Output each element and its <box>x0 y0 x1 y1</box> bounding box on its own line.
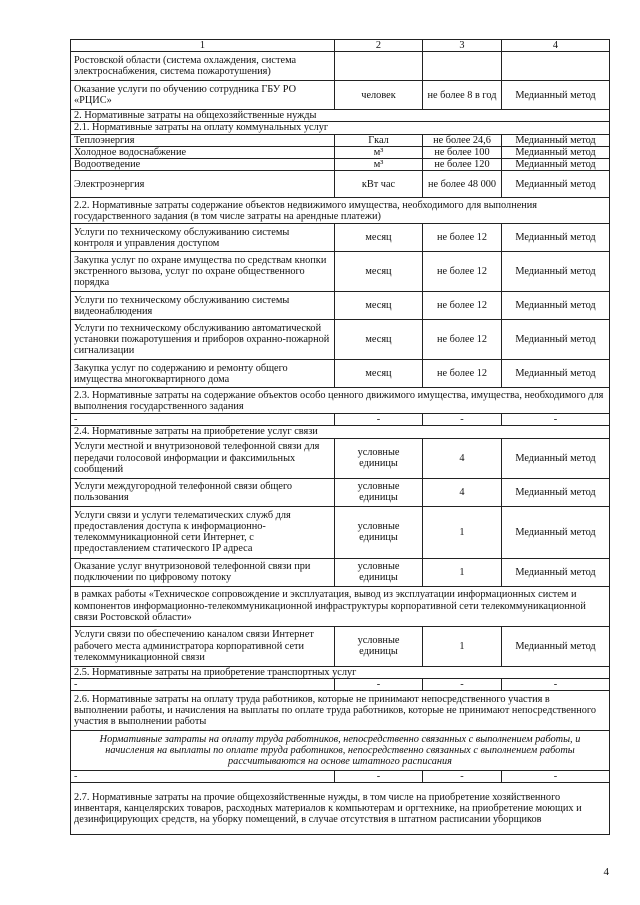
row-value <box>423 52 502 81</box>
section-row <box>71 731 610 771</box>
row-method <box>502 52 610 81</box>
row-value: 1 <box>423 626 502 666</box>
row-name: - <box>71 771 335 783</box>
row-method: Медианный метод <box>502 626 610 666</box>
row-value: не более 12 <box>423 360 502 388</box>
header-col-4: 4 <box>502 40 610 52</box>
row-unit: - <box>335 678 423 690</box>
row-value: не более 120 <box>423 159 502 171</box>
table-row <box>71 360 610 388</box>
header-col-2: 2 <box>335 40 423 52</box>
table-row <box>71 320 610 360</box>
table-row <box>71 478 610 506</box>
row-unit: месяц <box>335 292 423 320</box>
row-method: - <box>502 414 610 426</box>
row-name: Ростовской области (система охлаждения, система электроснабжения, система пожаротушения) <box>71 52 335 81</box>
table-row <box>71 146 610 158</box>
row-method: Медианный метод <box>502 506 610 558</box>
table-row <box>71 438 610 478</box>
document-page <box>70 39 609 835</box>
section-2-6-heading: 2.6. Нормативные затраты на оплату труда работников, которые не принимают непосредственного участия в выполнении работы, и начисления на выплаты по оплате труда работников, которые не принимают непосредственного участия в выполнении работы <box>71 691 610 731</box>
row-unit: условные единицы <box>335 506 423 558</box>
section-row <box>71 388 610 414</box>
section-2-2-heading: 2.2. Нормативные затраты содержание объектов недвижимого имущества, необходимого для выполнения государственного задания (в том числе затраты на арендные платежи) <box>71 198 610 224</box>
row-value: 4 <box>423 478 502 506</box>
row-value: - <box>423 678 502 690</box>
row-method: Медианный метод <box>502 171 610 198</box>
row-value: не более 12 <box>423 224 502 252</box>
table-row <box>71 159 610 171</box>
row-value: 1 <box>423 558 502 586</box>
row-method: Медианный метод <box>502 558 610 586</box>
row-name: Услуги по техническому обслуживанию автоматической установки пожаротушения и приборов охранно-пожарной сигнализации <box>71 320 335 360</box>
row-name: Услуги связи по обеспечению каналом связи Интернет рабочего места администратора корпоративной сети телекоммуникационной связи <box>71 626 335 666</box>
row-value: не более 100 <box>423 146 502 158</box>
row-method: Медианный метод <box>502 478 610 506</box>
work-frame-note: в рамках работы «Техническое сопровождение и эксплуатация, вывод из эксплуатации информационных систем и компонентов информационно-телекоммуникационной инфраструктуры корпоративной сети телекоммуникационной связи Ростовской области» <box>71 586 610 626</box>
section-row <box>71 666 610 678</box>
table-row <box>71 626 610 666</box>
page-number: 4 <box>603 866 609 878</box>
header-col-1: 1 <box>71 40 335 52</box>
row-name: Услуги по техническому обслуживанию системы контроля и управления доступом <box>71 224 335 252</box>
row-unit: м³ <box>335 146 423 158</box>
row-name: Водоотведение <box>71 159 335 171</box>
row-unit: кВт час <box>335 171 423 198</box>
row-unit: условные единицы <box>335 438 423 478</box>
row-unit: Гкал <box>335 134 423 146</box>
row-unit: месяц <box>335 320 423 360</box>
row-method: Медианный метод <box>502 292 610 320</box>
table-row <box>71 771 610 783</box>
section-2-5-heading: 2.5. Нормативные затраты на приобретение транспортных услуг <box>71 666 610 678</box>
row-name: Услуги по техническому обслуживанию системы видеонаблюдения <box>71 292 335 320</box>
table-row <box>71 506 610 558</box>
row-value: 1 <box>423 506 502 558</box>
table-row <box>71 678 610 690</box>
section-row <box>71 783 610 835</box>
row-name: Электроэнергия <box>71 171 335 198</box>
section-row <box>71 586 610 626</box>
table-row <box>71 81 610 110</box>
row-name: Закупка услуг по охране имущества по средствам кнопки экстренного вызова, услуг по охране общественного порядка <box>71 252 335 292</box>
row-method: - <box>502 678 610 690</box>
section-2-heading: 2. Нормативные затраты на общехозяйственные нужды <box>71 110 610 122</box>
row-value: 4 <box>423 438 502 478</box>
row-value: не более 8 в год <box>423 81 502 110</box>
table-row <box>71 52 610 81</box>
section-row <box>71 426 610 438</box>
table-row <box>71 224 610 252</box>
header-row <box>71 40 610 52</box>
section-row <box>71 198 610 224</box>
row-name: Закупка услуг по содержанию и ремонту общего имущества многоквартирного дома <box>71 360 335 388</box>
row-unit: - <box>335 414 423 426</box>
row-method: - <box>502 771 610 783</box>
row-value: не более 12 <box>423 292 502 320</box>
section-row <box>71 691 610 731</box>
header-col-3: 3 <box>423 40 502 52</box>
table-row <box>71 558 610 586</box>
section-2-1-heading: 2.1. Нормативные затраты на оплату коммунальных услуг <box>71 122 610 134</box>
row-method: Медианный метод <box>502 81 610 110</box>
table-row <box>71 252 610 292</box>
row-name: Теплоэнергия <box>71 134 335 146</box>
row-method: Медианный метод <box>502 438 610 478</box>
row-value: не более 24,6 <box>423 134 502 146</box>
row-name: Услуги местной и внутризоновой телефонной связи для передачи голосовой информации и факсимильных сообщений <box>71 438 335 478</box>
row-unit: человек <box>335 81 423 110</box>
row-method: Медианный метод <box>502 134 610 146</box>
row-method: Медианный метод <box>502 146 610 158</box>
row-unit: месяц <box>335 224 423 252</box>
table-row <box>71 171 610 198</box>
section-2-7-heading: 2.7. Нормативные затраты на прочие общехозяйственные нужды, в том числе на приобретение хозяйственного инвентаря, канцелярских товаров, расходных материалов к компьютерам и оргтехнике, на приобретение моющих и дезинфицирующих средств, на уборку помещений, в случае отсутствия в штатном расписании уборщиков <box>71 783 610 835</box>
row-value: не более 12 <box>423 320 502 360</box>
row-name: - <box>71 678 335 690</box>
row-unit: условные единицы <box>335 626 423 666</box>
row-unit: - <box>335 771 423 783</box>
row-unit: месяц <box>335 252 423 292</box>
table-row <box>71 292 610 320</box>
section-2-4-heading: 2.4. Нормативные затраты на приобретение услуг связи <box>71 426 610 438</box>
row-value: не более 48 000 <box>423 171 502 198</box>
row-name: Услуги связи и услуги телематических служб для предоставления доступа к информационно-телекоммуникационной сети Интернет, с предоставлением статического IP адреса <box>71 506 335 558</box>
row-unit: условные единицы <box>335 478 423 506</box>
row-unit <box>335 52 423 81</box>
section-2-3-heading: 2.3. Нормативные затраты на содержание объектов особо ценного движимого имущества, имущества, необходимого для выполнения государственного задания <box>71 388 610 414</box>
row-value: не более 12 <box>423 252 502 292</box>
row-unit: условные единицы <box>335 558 423 586</box>
row-name: Оказание услуги по обучению сотрудника ГБУ РО «РЦИС» <box>71 81 335 110</box>
section-row <box>71 110 610 122</box>
row-method: Медианный метод <box>502 159 610 171</box>
row-name: Услуги междугородной телефонной связи общего пользования <box>71 478 335 506</box>
row-value: - <box>423 771 502 783</box>
row-method: Медианный метод <box>502 360 610 388</box>
row-method: Медианный метод <box>502 252 610 292</box>
row-method: Медианный метод <box>502 320 610 360</box>
row-name: Оказание услуг внутризоновой телефонной связи при подключении по цифровому потоку <box>71 558 335 586</box>
row-name: - <box>71 414 335 426</box>
row-unit: м³ <box>335 159 423 171</box>
row-value: - <box>423 414 502 426</box>
row-name: Холодное водоснабжение <box>71 146 335 158</box>
table-row <box>71 414 610 426</box>
italic-note: Нормативные затраты на оплату труда работников, непосредственно связанных с выполнением работы, и начисления на выплаты по оплате труда работников, непосредственно связанных с выполнением работы рассчитываются на основе штатного расписания <box>71 731 610 771</box>
row-method: Медианный метод <box>502 224 610 252</box>
row-unit: месяц <box>335 360 423 388</box>
section-row <box>71 122 610 134</box>
table-row <box>71 134 610 146</box>
cost-norms-table <box>70 39 610 835</box>
